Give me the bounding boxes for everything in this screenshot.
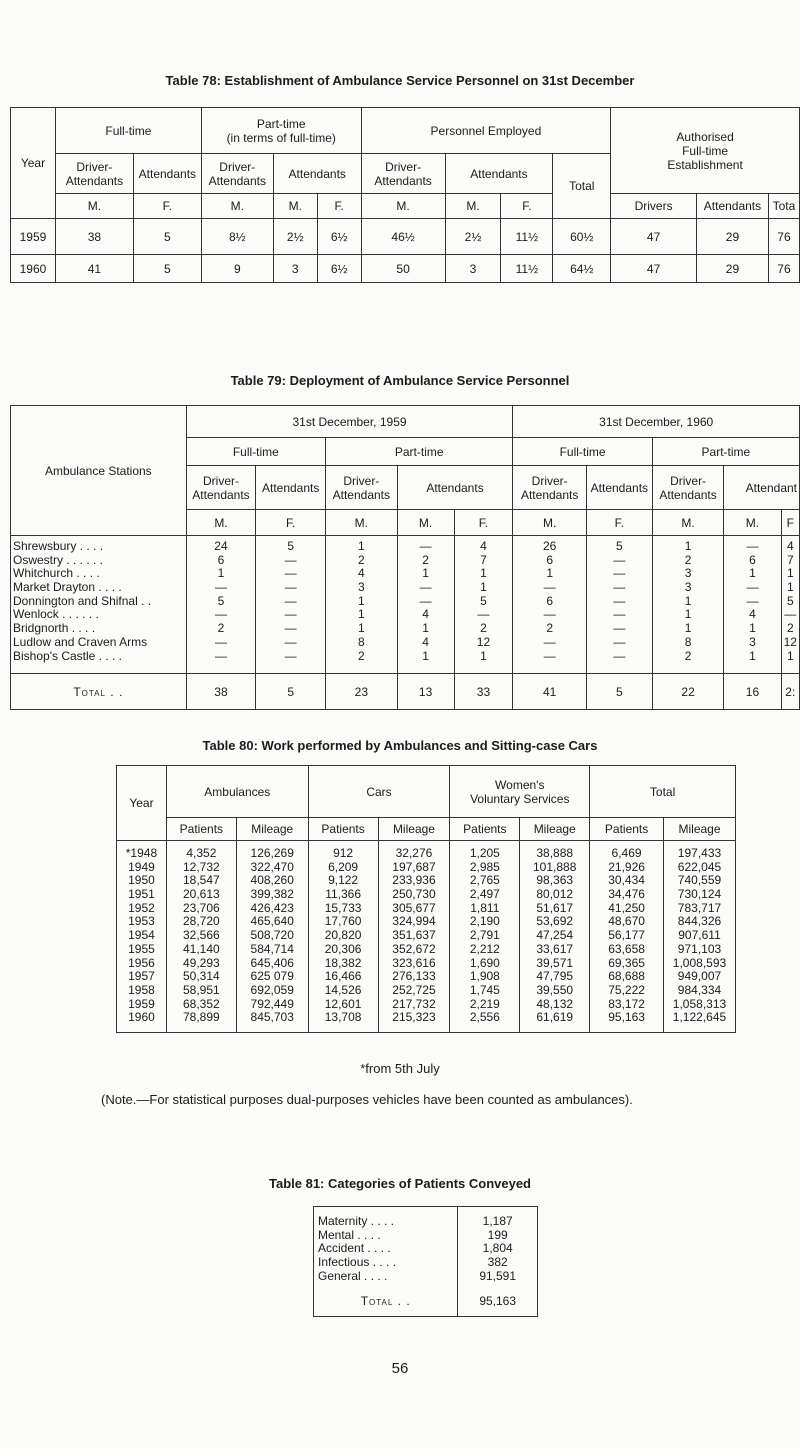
total-label: Total . . xyxy=(11,674,187,710)
column-values: 5 — — — — — — — — xyxy=(256,536,326,674)
sex-m: M. xyxy=(724,510,781,536)
sex-m: M. xyxy=(397,510,454,536)
column-values: 4 7 1 1 5 — 2 12 1 xyxy=(454,536,513,674)
station-names: Shrewsbury . . . . Oswestry . . . . . . Whitchurch . . . . Market Drayton . . . . Donnington and Shifnal . . Wenlock . . . . . . Bridgnorth . . . . Ludlow and Craven Arms Bishop's Castle . . . . xyxy=(11,536,187,674)
table-body xyxy=(314,1207,538,1287)
header-year: Year xyxy=(117,766,167,841)
header-pe-attendants: Attendants xyxy=(445,154,553,194)
header-authorised: Authorised Full-time Establishment xyxy=(611,108,800,194)
category-values: 1,187 199 1,804 382 91,591 xyxy=(458,1207,538,1287)
header-ambulances: Ambulances xyxy=(166,766,308,818)
header-1960: 31st December, 1960 xyxy=(513,406,800,438)
column-values: 912 6,209 9,122 11,366 15,733 17,760 20,820 20,306 18,382 16,466 14,526 12,601 13,708 xyxy=(308,841,378,1033)
note: (Note.—For statistical purposes dual-purposes vehicles have been counted as ambulances). xyxy=(101,1092,633,1107)
header-stations: Ambulance Stations xyxy=(11,406,187,536)
sex-f: F. xyxy=(317,194,361,219)
column-values: 24 6 1 — 5 — 2 — — xyxy=(186,536,256,674)
sex-m: M. xyxy=(273,194,317,219)
table-body xyxy=(117,841,736,1033)
column-values: 4,352 12,732 18,547 20,613 23,706 28,720 32,566 41,140 49,293 50,314 58,951 68,352 78,899 xyxy=(166,841,236,1033)
sex-f: F. xyxy=(501,194,553,219)
header-personnel-employed: Personnel Employed xyxy=(361,108,611,154)
header-mileage: Mileage xyxy=(236,818,308,841)
sex-m: M. xyxy=(55,194,133,219)
header-parttime: Part-time (in terms of full-time) xyxy=(201,108,361,154)
header-driver-attendants: Driver- Attendants xyxy=(326,466,398,510)
header-pt-attendants: Attendants xyxy=(273,154,361,194)
sex-f: F. xyxy=(454,510,513,536)
sex-m: M. xyxy=(652,510,724,536)
header-attendants: Attendants xyxy=(586,466,652,510)
header-mileage: Mileage xyxy=(378,818,450,841)
sex-m: M. xyxy=(513,510,587,536)
category-names: Maternity . . . . Mental . . . . Accident . . . . Infectious . . . . General . . . . xyxy=(314,1207,458,1287)
header-attendants: Attendants xyxy=(397,466,513,510)
header-drivers: Drivers xyxy=(611,194,697,219)
sex-m: M. xyxy=(201,194,273,219)
sex-f: F xyxy=(781,510,799,536)
table-79 xyxy=(10,405,800,710)
header-total: Total xyxy=(590,766,736,818)
sex-f: F. xyxy=(586,510,652,536)
column-values: 26 6 1 — 6 — 2 — — xyxy=(513,536,587,674)
column-values: 32,276 197,687 233,936 250,730 305,677 324,994 351,637 352,672 323,616 276,133 252,725 217,732 215,323 xyxy=(378,841,450,1033)
column-values: — 6 1 — — 4 1 3 1 xyxy=(724,536,781,674)
header-pt-driver-attendants: Driver- Attendants xyxy=(201,154,273,194)
header-attendants: Attendants xyxy=(256,466,326,510)
column-values: 1 2 3 3 1 1 1 8 2 xyxy=(652,536,724,674)
total-row xyxy=(314,1287,538,1317)
sex-m: M. xyxy=(186,510,256,536)
table-row: 1959 38 5 8½ 2½ 6½ 46½ 2½ 11½ 60½ 47 29 76 xyxy=(11,219,800,255)
column-values: 4 7 1 1 5 — 2 12 1 xyxy=(781,536,799,674)
table-78-title: Table 78: Establishment of Ambulance Service Personnel on 31st December xyxy=(165,73,635,88)
header-cars: Cars xyxy=(308,766,450,818)
header-ft-driver-attendants: Driver- Attendants xyxy=(55,154,133,194)
header-mileage: Mileage xyxy=(664,818,736,841)
sex-m: M. xyxy=(326,510,398,536)
column-values: 197,433 622,045 740,559 730,124 783,717 844,326 907,611 971,103 1,008,593 949,007 984,334 1,058,313 1,122,645 xyxy=(664,841,736,1033)
total-row: Total . . 38 5 23 13 33 41 5 22 16 2: xyxy=(11,674,800,710)
header-auth-total: Tota xyxy=(768,194,799,219)
table-81 xyxy=(313,1206,538,1317)
year-column: *1948 1949 1950 1951 1952 1953 1954 1955 1956 1957 1958 1959 1960 xyxy=(117,841,167,1033)
sex-m: M. xyxy=(361,194,445,219)
page-number: 56 xyxy=(391,1360,409,1377)
header-1959: 31st December, 1959 xyxy=(186,406,513,438)
column-values: 6,469 21,926 30,434 34,476 41,250 48,670 56,177 63,658 69,365 68,688 75,222 83,172 95,163 xyxy=(590,841,664,1033)
header-patients: Patients xyxy=(590,818,664,841)
header-patients: Patients xyxy=(166,818,236,841)
table-80-title: Table 80: Work performed by Ambulances and Sitting-case Cars xyxy=(202,738,598,753)
header-patients: Patients xyxy=(450,818,520,841)
table-79-title: Table 79: Deployment of Ambulance Service Personnel xyxy=(230,373,570,388)
total-value: 95,163 xyxy=(458,1287,538,1317)
column-values: 38,888 101,888 98,363 80,012 51,617 53,692 47,254 33,617 39,571 47,795 39,550 48,132 61,619 xyxy=(520,841,590,1033)
header-parttime: Part-time xyxy=(326,438,513,466)
header-attendants-cut: Attendant xyxy=(724,466,800,510)
table-80 xyxy=(116,765,736,1034)
footnote: *from 5th July xyxy=(360,1061,440,1076)
header-driver-attendants: Driver- Attendants xyxy=(652,466,724,510)
column-values: — 2 1 — — 4 1 4 1 xyxy=(397,536,454,674)
header-pe-driver-attendants: Driver- Attendants xyxy=(361,154,445,194)
header-auth-attendants: Attendants xyxy=(696,194,768,219)
sex-m: M. xyxy=(445,194,501,219)
header-fulltime: Full-time xyxy=(186,438,325,466)
header-patients: Patients xyxy=(308,818,378,841)
header-ft-attendants: Attendants xyxy=(133,154,201,194)
header-driver-attendants: Driver- Attendants xyxy=(186,466,256,510)
header-fulltime: Full-time xyxy=(513,438,652,466)
table-78 xyxy=(10,107,800,283)
table-body xyxy=(11,536,800,674)
column-values: 126,269 322,470 408,260 399,382 426,423 465,640 508,720 584,714 645,406 625 079 692,059 792,449 845,703 xyxy=(236,841,308,1033)
sex-f: F. xyxy=(256,510,326,536)
column-values: 1,205 2,985 2,765 2,497 1,811 2,190 2,791 2,212 1,690 1,908 1,745 2,219 2,556 xyxy=(450,841,520,1033)
header-mileage: Mileage xyxy=(520,818,590,841)
table-81-title: Table 81: Categories of Patients Conveyed xyxy=(269,1176,531,1191)
column-values: 5 — — — — — — — — xyxy=(586,536,652,674)
total-label: Total . . xyxy=(314,1287,458,1317)
header-year: Year xyxy=(11,108,56,219)
header-total: Total xyxy=(553,154,611,219)
column-values: 1 2 4 3 1 1 1 8 2 xyxy=(326,536,398,674)
table-row: 1960 41 5 9 3 6½ 50 3 11½ 64½ 47 29 76 xyxy=(11,255,800,283)
header-fulltime: Full-time xyxy=(55,108,201,154)
header-parttime: Part-time xyxy=(652,438,799,466)
sex-f: F. xyxy=(133,194,201,219)
header-driver-attendants: Driver- Attendants xyxy=(513,466,587,510)
header-wvs: Women's Voluntary Services xyxy=(450,766,590,818)
